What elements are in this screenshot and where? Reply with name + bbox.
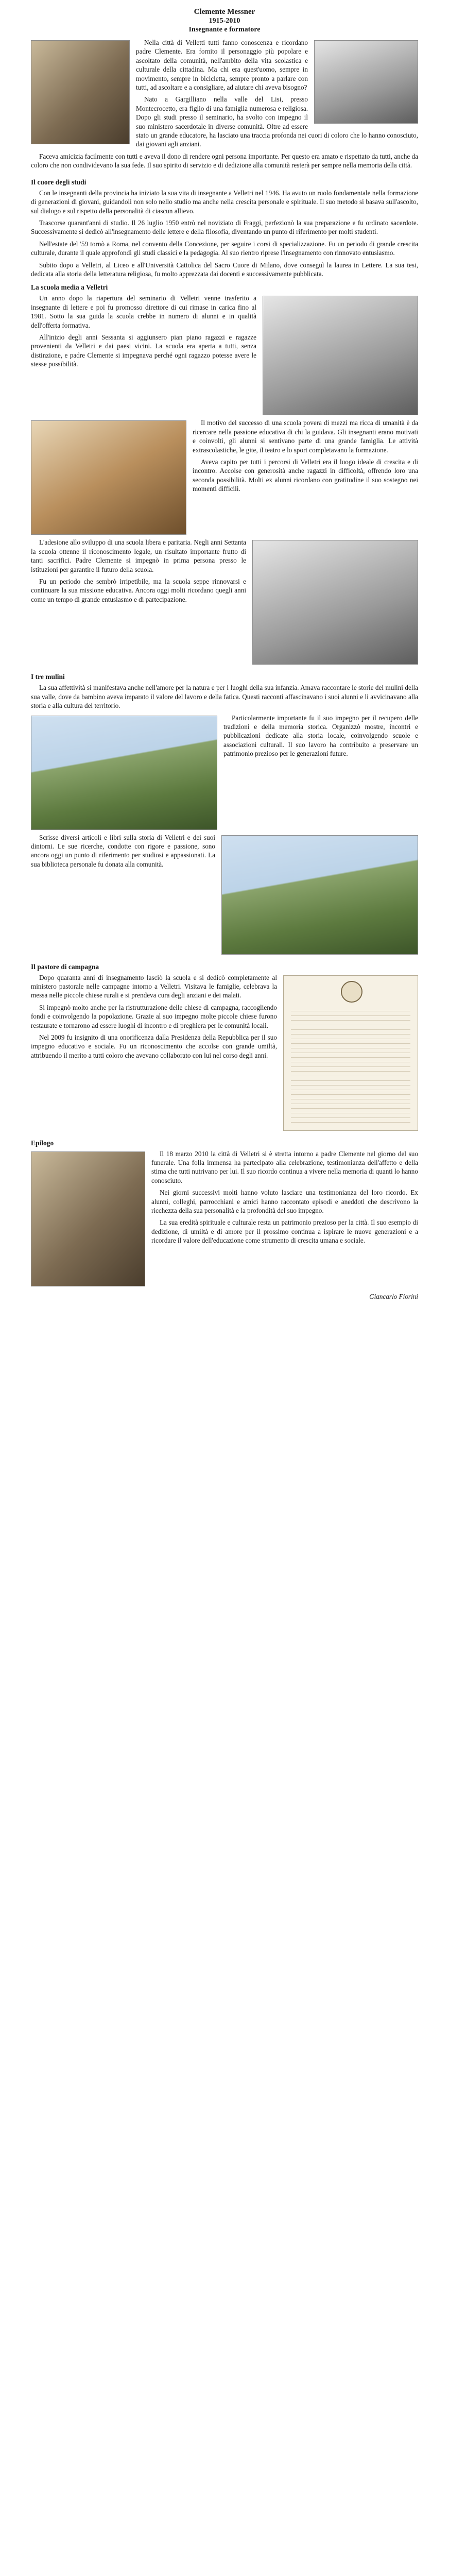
paragraph: Particolarmente importante fu il suo impegno per il recupero delle tradizioni e della memoria storica. Organizzò mostre, incontri e pubblicazioni dedicate alla storia locale, coinvolgendo scuole e associazioni culturali. Il suo lavoro ha contribuito a preservare un patrimonio prezioso per le generazioni future. <box>223 714 418 758</box>
paragraph: Un anno dopo la riapertura del seminario di Velletri venne trasferito a insegnante di lettere e poi fu promosso direttore di cui rimase in carica fino al 1981. Sotto la sua guida la scuola crebbe in numero di alunni e in qualità dell'offerta formativa. <box>31 294 256 329</box>
section-title: I tre mulini <box>31 673 65 681</box>
paragraph: Subito dopo a Velletri, al Liceo e all'Università Cattolica del Sacro Cuore di Milano, dove conseguì la laurea in Lettere. La sua tesi, dedicata alla storia della letteratura religiosa, fu molto apprezzata dai docenti e successivamente pubblicata. <box>31 261 418 278</box>
paragraph: La sua eredità spirituale e culturale resta un patrimonio prezioso per la città. Il suo esempio di dedizione, di umiltà e di amore per il prossimo continua a ispirare le nuove generazioni e a ricordare il valore dell'educazione come strumento di crescita umana e sociale. <box>151 1218 418 1245</box>
paragraph: Aveva capito per tutti i percorsi di Velletri era il luogo ideale di crescita e di incontro. Accolse con generosità anche ragazzi in difficoltà, offrendo loro una seconda possibilità. Molti ex alunni ricordano con gratitudine il suo sostegno nei momenti difficili. <box>193 457 418 493</box>
paragraph: Si impegnò molto anche per la ristrutturazione delle chiese di campagna, raccogliendo fondi e coinvolgendo la popolazione. Grazie al suo impegno molte piccole chiese furono restaurate e tornarono ad essere luoghi di incontro e di preghiera per le comunità locali. <box>31 1003 277 1029</box>
section-title: La scuola media a Velletri <box>31 283 108 292</box>
article-subtitle: Insegnante e formatore <box>188 26 261 33</box>
diploma-document <box>283 975 418 1131</box>
paragraph: Fu un periodo che sembrò irripetibile, ma la scuola seppe rinnovarsi e continuare la sua missione educativa. Ancora oggi molti ricordano quegli anni come un tempo di grande entusiasmo e di partecipazione. <box>31 577 246 603</box>
paragraph: Nel 2009 fu insignito di una onorificenza dalla Presidenza della Repubblica per il suo impegno educativo e sociale. Fu un riconoscimento che accolse con grande umiltà, attribuendo il merito a tutti coloro che avevano collaborato con lui nel corso degli anni. <box>31 1033 277 1059</box>
intro-paragraph: Faceva amicizia facilmente con tutti e aveva il dono di rendere ogni persona importante. Per questo era amato e rispettato da tutti, anche da coloro che non condividevano la sua fede. Il suo spirito di servizio e di dedizione alla comunità resterà per sempre nella memoria della città. <box>31 152 418 170</box>
article-years: 1915-2010 <box>209 17 240 25</box>
paragraph: L'adesione allo sviluppo di una scuola libera e paritaria. Negli anni Settanta la scuola ottenne il riconoscimento legale, un risultato importante frutto di tanti sacrifici. Padre Clemente si impegnò in prima persona presso le istituzioni per garantire il futuro della scuola. <box>31 538 246 573</box>
paragraph: Nell'estate del '59 tornò a Roma, nel convento della Concezione, per seguire i corsi di specializzazione. Fu un periodo di grande crescita culturale, durante il quale approfondì gli studi classici e la pedagogia. Al suo rientro riprese l'insegnamento con rinnovato entusiasmo. <box>31 240 418 257</box>
section-title: Il cuore degli studi <box>31 178 87 186</box>
article-header <box>31 7 418 34</box>
classroom-photo <box>314 40 418 124</box>
section-title: Epilogo <box>31 1139 54 1147</box>
paragraph: Il 18 marzo 2010 la città di Velletri si è stretta intorno a padre Clemente nel giorno del suo funerale. Una folla immensa ha partecipato alla celebrazione, testimonianza dell'affetto e della stima che tutti nutrivano per lui. Il suo ricordo continua a vivere nella memoria di quanti lo hanno conosciuto. <box>151 1149 418 1184</box>
republic-emblem-icon <box>341 981 362 1003</box>
article <box>31 7 418 1304</box>
paragraph: Trascorse quarant'anni di studio. Il 26 luglio 1950 entrò nel noviziato di Fraggi, perfezionò la sua preparazione e fu ordinato sacerdote. Successivamente si dedicò all'insegnamento delle lettere e della filosofia, diventando un punto di riferimento per molti studenti. <box>31 218 418 236</box>
section-title: Il pastore di campagna <box>31 962 99 971</box>
paragraph: Il motivo del successo di una scuola povera di mezzi ma ricca di umanità è da ricercare nella passione educativa di chi la guidava. Gli insegnanti erano motivati e coinvolti, gli alunni si sentivano parte di una grande famiglia. Le attività extrascolastiche, le gite, il teatro e lo sport completavano la formazione. <box>193 419 418 454</box>
article-title: Clemente Messner <box>194 8 255 16</box>
author-signature: Giancarlo Fiorini <box>369 1292 418 1300</box>
document-text-lines <box>291 1007 410 1124</box>
intro-paragraph: Nella città di Velletti tutti fanno conoscenza e ricordano padre Clemente. Era fornito il personaggio più popolare e ascoltato della comunità, nell'ambito della vita scolastica e culturale della cittadina. Ma chi era quest'uomo, sempre in movimento, sempre in bicicletta, sempre pronto a parlare con tutti, ad ascoltare e a consigliare, ad aiutare chi aveva bisogno? <box>136 39 308 92</box>
paragraph: Dopo quaranta anni di insegnamento lasciò la scuola e si dedicò completamente al ministero pastorale nelle campagne intorno a Velletri. Visitava le famiglie, celebrava la messa nelle piccole chiese rurali e si prendeva cura degli anziani e dei malati. <box>31 973 277 999</box>
paragraph: Con le insegnanti della provincia ha iniziato la sua vita di insegnante a Velletri nel 1946. Ha avuto un ruolo fondamentale nella formazione di generazioni di giovani, guidandoli non solo nello studio ma anche nella crescita personale e spirituale. Il suo metodo si basava sull'ascolto, sul dialogo e sul rispetto della personalità di ciascun allievo. <box>31 189 418 215</box>
school-photo <box>31 420 186 535</box>
paragraph: La sua affettività si manifestava anche nell'amore per la natura e per i luoghi della sua infanzia. Amava raccontare le storie dei mulini della sua valle, dove da bambino aveva imparato il valore del lavoro e della fatica. Questi racconti affascinavano i suoi alunni e li avvicinavano alla storia e alla cultura del territorio. <box>31 684 418 710</box>
paragraph: All'inizio degli anni Sessanta si aggiunsero pian piano ragazzi e ragazze provenienti da Velletri e dai paesi vicini. La scuola era aperta a tutti, senza distinzione, e padre Clemente si impegnava perché ogni ragazzo potesse avere le stesse possibilità. <box>31 333 256 368</box>
portrait-photo <box>31 40 130 144</box>
paragraph: Scrisse diversi articoli e libri sulla storia di Velletri e dei suoi dintorni. Le sue ricerche, condotte con rigore e passione, sono ancora oggi un punto di riferimento per studiosi e appassionati. La sua biblioteca personale fu donata alla comunità. <box>31 833 215 868</box>
intro-paragraph: Nato a Gargilliano nella valle del Lisi, presso Montecrocetto, era figlio di una famiglia numerosa e religiosa. Dopo gli studi presso il seminario, ha svolto con impegno il suo ministero sacerdotale in diverse comunità. Oltre ad essere stato un grande educatore, ha lasciato una traccia profonda nei cuori di coloro che lo hanno conosciuto, dai giovani agli anziani. <box>136 95 418 148</box>
paragraph: Nei giorni successivi molti hanno voluto lasciare una testimonianza del loro ricordo. Ex alunni, colleghi, parrocchiani e amici hanno raccontato episodi e aneddoti che descrivono la ricchezza della sua personalità e la profondità del suo impegno. <box>151 1189 418 1214</box>
mill-photo <box>221 835 418 955</box>
funeral-photo <box>31 1151 145 1286</box>
landscape-photo <box>31 716 217 830</box>
group-photo <box>263 296 418 415</box>
event-photo <box>252 540 418 665</box>
